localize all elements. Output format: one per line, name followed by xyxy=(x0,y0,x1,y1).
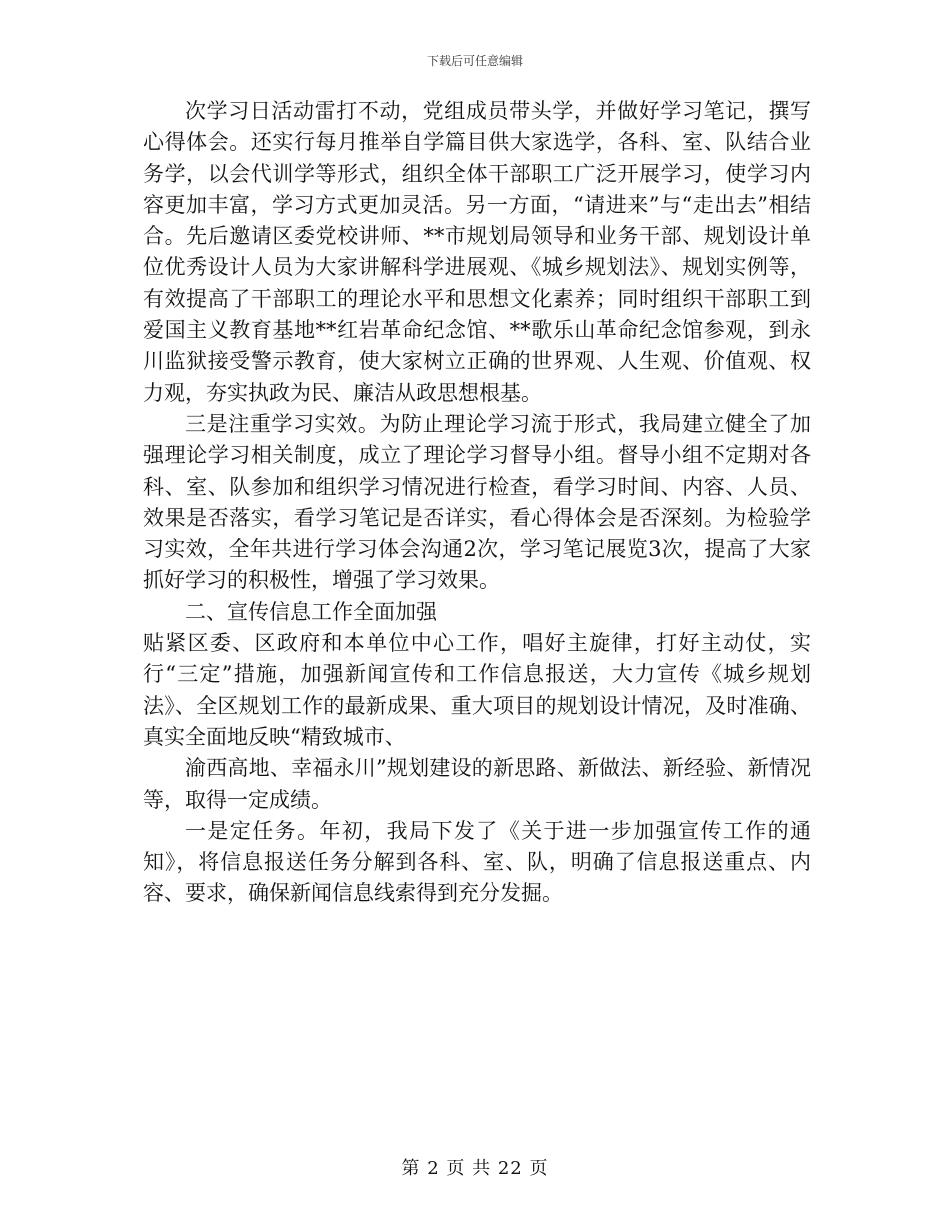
paragraph-3: 贴紧区委、区政府和本单位中心工作，唱好主旋律，打好主动仗，实行“三定”措施，加强新闻宣传和工作信息报送，大力宣传《城乡规划法》、全区规划工作的最新成果、重大项目的规划设计情况，及时准确、真实全面地反映“精致城市、 xyxy=(143,631,811,749)
paragraph-2: 三是注重学习实效。为防止理论学习流于形式，我局建立健全了加强理论学习相关制度，成立了理论学习督导小组。督导小组不定期对各科、室、队参加和组织学习情况进行检查，看学习时间、内容、人员、效果是否落实，看学习笔记是否详实，看心得体会是否深刻。为检验学习实效，全年共进行学习体会沟通2次，学习笔记展览3次，提高了大家抓好学习的积极性，增强了学习效果。 xyxy=(143,411,811,593)
paragraph-1: 次学习日活动雷打不动，党组成员带头学，并做好学习笔记，撰写心得体会。还实行每月推举自学篇目供大家选学，各科、室、队结合业务学，以会代训学等形式，组织全体干部职工广泛开展学习，使学习内容更加丰富，学习方式更加灵活。另一方面，“请进来”与“走出去”相结合。先后邀请区委党校讲师、**市规划局领导和业务干部、规划设计单位优秀设计人员为大家讲解科学进展观、《城乡规划法》、规划实例等，有效提高了干部职工的理论水平和思想文化素养；同时组织干部职工到爱国主义教育基地**红岩革命纪念馆、**歌乐山革命纪念馆参观，到永川监狱接受警示教育，使大家树立正确的世界观、人生观、价值观、权力观，夯实执政为民、廉洁从政思想根基。 xyxy=(143,99,811,405)
page-footer: 第 2 页 共 22 页 xyxy=(401,1158,549,1179)
page-header: 下载后可任意编辑 xyxy=(426,54,523,68)
paragraph-4: 渝西高地、幸福永川”规划建设的新思路、新做法、新经验、新情况等，取得一定成绩。 xyxy=(143,756,811,812)
paragraph-5: 一是定任务。年初，我局下发了《关于进一步加强宣传工作的通知》，将信息报送任务分解到各科、室、队，明确了信息报送重点、内容、要求，确保新闻信息线索得到充分发掘。 xyxy=(143,818,811,906)
document-body xyxy=(143,96,811,910)
section-heading: 二、宣传信息工作全面加强 xyxy=(185,599,437,624)
